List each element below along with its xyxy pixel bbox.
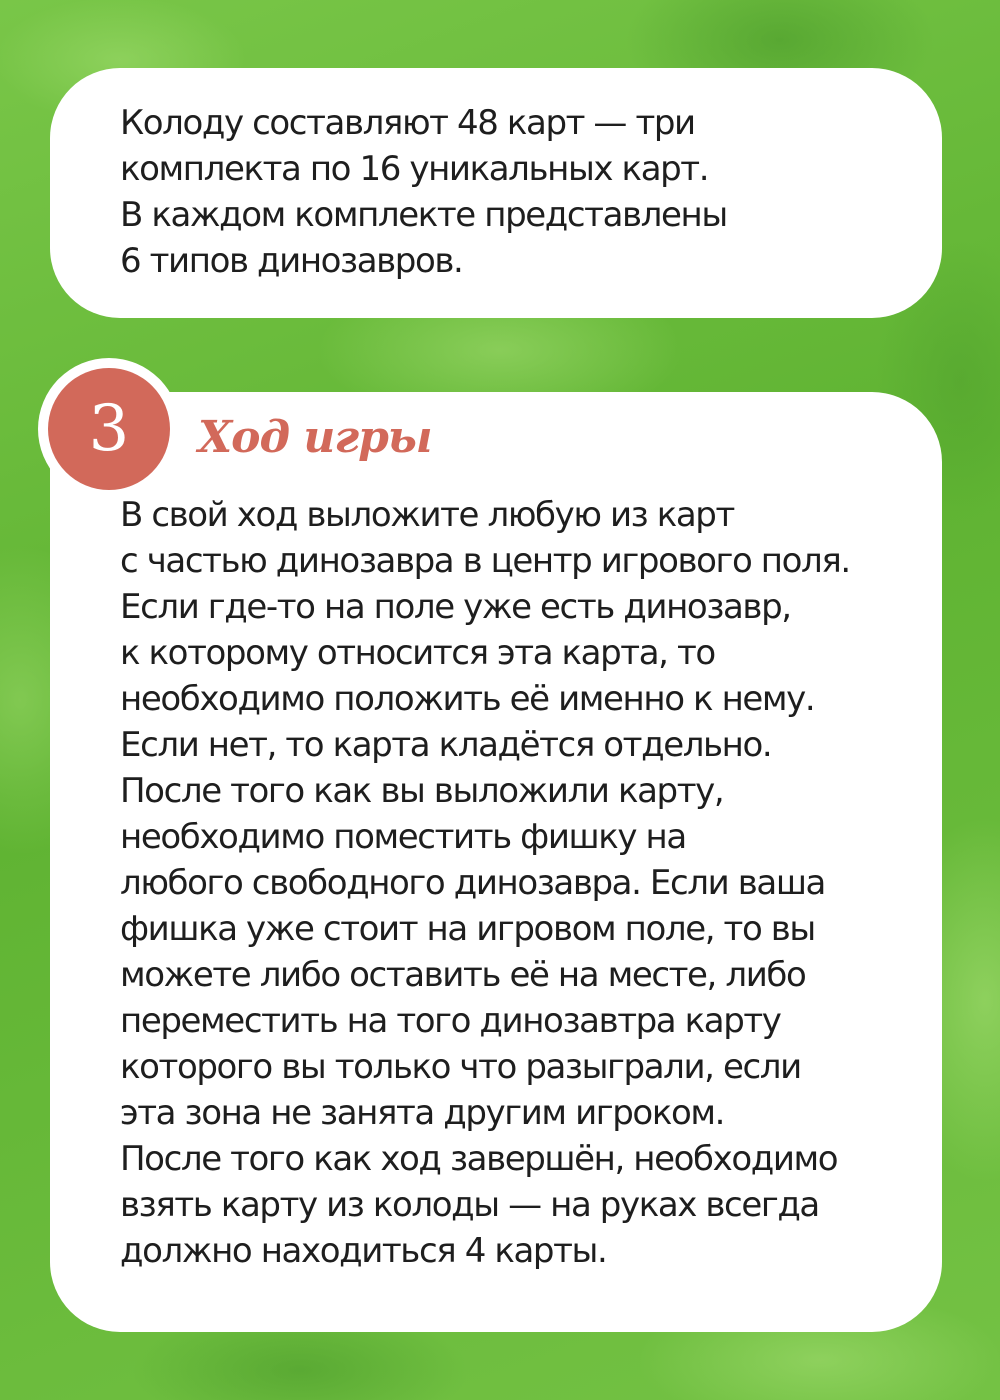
step-number: 3 — [48, 368, 170, 490]
intro-card — [50, 68, 942, 318]
rules-text: В свой ход выложите любую из карт с частью динозавра в центр игрового поля. Если где-то на поле уже есть динозавр, к которому относится эта карта, то необходимо положить её именно к нему. Если нет, то карта кладётся отдельно. После того как вы выложили карту, необходимо поместить фишку на любого свободного динозавра. Если ваша фишка уже стоит на игровом поле, то вы можете либо оставить её на месте, либо переместить на того динозавтра карту которого вы только что разыграли, если эта зона не занята другим игроком. После того как ход завершён, необходимо взять карту из колоды — на руках всегда должно находиться 4 карты. — [120, 495, 850, 1271]
rules-card — [50, 392, 942, 1332]
section-title: Ход игры — [198, 412, 432, 463]
intro-text: Колоду составляют 48 карт — три комплекта по 16 уникальных карт. В каждом комплекте представлены 6 типов динозавров. — [120, 103, 727, 281]
